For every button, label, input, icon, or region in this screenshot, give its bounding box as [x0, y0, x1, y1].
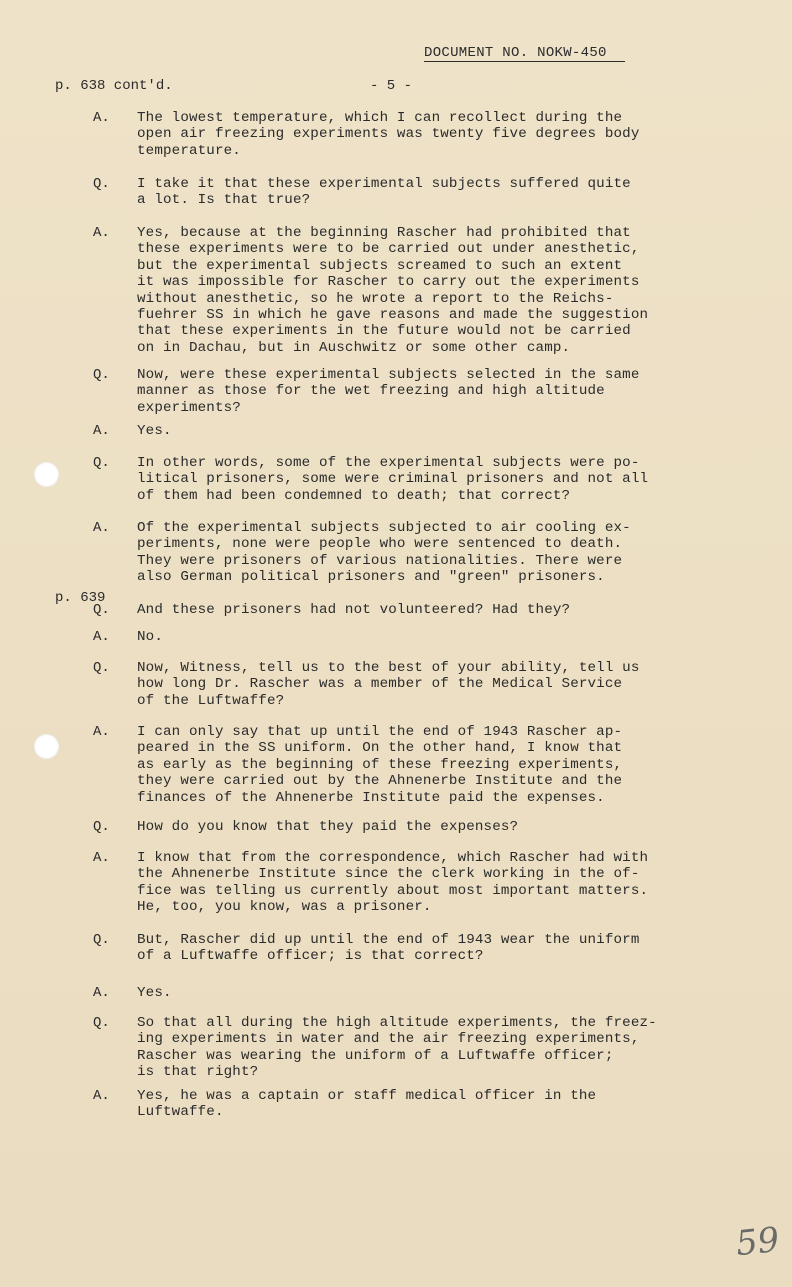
text-line: Of the experimental subjects subjected to air cooling ex- — [137, 520, 631, 536]
text-line: how long Dr. Rascher was a member of the Medical Service — [137, 676, 623, 693]
text-line: a lot. Is that true? — [137, 192, 311, 209]
text-line: litical prisoners, some were criminal prisoners and not all — [137, 471, 649, 488]
text-line: of the Luftwaffe? — [137, 692, 285, 709]
speaker-label: A. — [93, 985, 110, 1001]
speaker-label: A. — [93, 629, 110, 645]
punch-hole-lower — [34, 734, 59, 759]
speaker-label: A. — [93, 423, 110, 439]
text-line: So that all during the high altitude experiments, the freez- — [137, 1015, 657, 1031]
speaker-label: Q. — [93, 660, 110, 676]
text-line: these experiments were to be carried out under anesthetic, — [137, 241, 640, 258]
text-line: How do you know that they paid the expenses? — [137, 819, 519, 835]
text-line: but the experimental subjects screamed to such an extent — [137, 257, 623, 274]
text-line: temperature. — [137, 142, 241, 159]
text-line: Now, were these experimental subjects selected in the same — [137, 367, 640, 383]
text-line: that these experiments in the future would not be carried — [137, 323, 631, 340]
text-line: No. — [137, 629, 163, 645]
text-line: Yes. — [137, 985, 172, 1001]
text-line: also German political prisoners and "green" prisoners. — [137, 569, 605, 586]
speaker-label: Q. — [93, 1015, 110, 1031]
text-line: I know that from the correspondence, which Rascher had with — [137, 850, 649, 866]
speaker-label: A. — [93, 1088, 110, 1104]
speaker-label: A. — [93, 724, 110, 740]
text-line: But, Rascher did up until the end of 1943 wear the uniform — [137, 932, 640, 948]
text-line: experiments? — [137, 399, 241, 416]
speaker-label: A. — [93, 225, 110, 241]
text-line: it was impossible for Rascher to carry out the experiments — [137, 274, 640, 291]
text-line: without anesthetic, so he wrote a report to the Reichs- — [137, 290, 614, 307]
text-line: of a Luftwaffe officer; is that correct? — [137, 948, 484, 965]
text-line: ing experiments in water and the air freezing experiments, — [137, 1031, 640, 1048]
text-line: manner as those for the wet freezing and high altitude — [137, 383, 605, 400]
document-number: DOCUMENT NO. NOKW-450 — [424, 45, 625, 62]
text-line: fuehrer SS in which he gave reasons and made the suggestion — [137, 307, 649, 323]
page-reference: p. 638 cont'd. — [55, 78, 173, 94]
text-line: And these prisoners had not volunteered? Had they? — [137, 602, 571, 618]
text-line: they were carried out by the Ahnenerbe Institute and the — [137, 773, 623, 790]
speaker-label: Q. — [93, 602, 110, 618]
text-line: Yes, he was a captain or staff medical officer in the — [137, 1088, 597, 1104]
text-line: periments, none were people who were sentenced to death. — [137, 536, 623, 553]
text-line: as early as the beginning of these freezing experiments, — [137, 756, 623, 773]
text-line: the Ahnenerbe Institute since the clerk working in the of- — [137, 866, 640, 883]
speaker-label: Q. — [93, 932, 110, 948]
text-line: of them had been condemned to death; that correct? — [137, 487, 571, 504]
text-line: open air freezing experiments was twenty five degrees body — [137, 126, 640, 143]
page-number: - 5 - — [370, 78, 413, 94]
speaker-label: A. — [93, 520, 110, 536]
text-line: finances of the Ahnenerbe Institute paid the expenses. — [137, 789, 605, 806]
text-line: peared in the SS uniform. On the other hand, I know that — [137, 740, 623, 757]
text-line: Now, Witness, tell us to the best of your ability, tell us — [137, 660, 640, 676]
page-reference-639: p. 639 — [55, 590, 106, 606]
speaker-label: A. — [93, 110, 110, 126]
speaker-label: Q. — [93, 367, 110, 383]
punch-hole-upper — [34, 462, 59, 487]
text-line: I take it that these experimental subjects suffered quite — [137, 176, 631, 192]
text-line: on in Dachau, but in Auschwitz or some other camp. — [137, 339, 571, 356]
speaker-label: Q. — [93, 176, 110, 192]
text-line: Luftwaffe. — [137, 1104, 224, 1121]
text-line: He, too, you know, was a prisoner. — [137, 899, 432, 916]
handwritten-folio-number: 59 — [734, 1219, 782, 1265]
speaker-label: Q. — [93, 455, 110, 471]
text-line: They were prisoners of various nationalities. There were — [137, 552, 623, 569]
text-line: is that right? — [137, 1064, 259, 1081]
speaker-label: A. — [93, 850, 110, 866]
text-line: The lowest temperature, which I can recollect during the — [137, 110, 623, 126]
text-line: fice was telling us currently about most important matters. — [137, 882, 649, 899]
text-line: I can only say that up until the end of 1943 Rascher ap- — [137, 724, 623, 740]
text-line: Rascher was wearing the uniform of a Luftwaffe officer; — [137, 1047, 614, 1064]
text-line: Yes, because at the beginning Rascher had prohibited that — [137, 225, 631, 241]
text-line: Yes. — [137, 423, 172, 439]
text-line: In other words, some of the experimental subjects were po- — [137, 455, 640, 471]
speaker-label: Q. — [93, 819, 110, 835]
